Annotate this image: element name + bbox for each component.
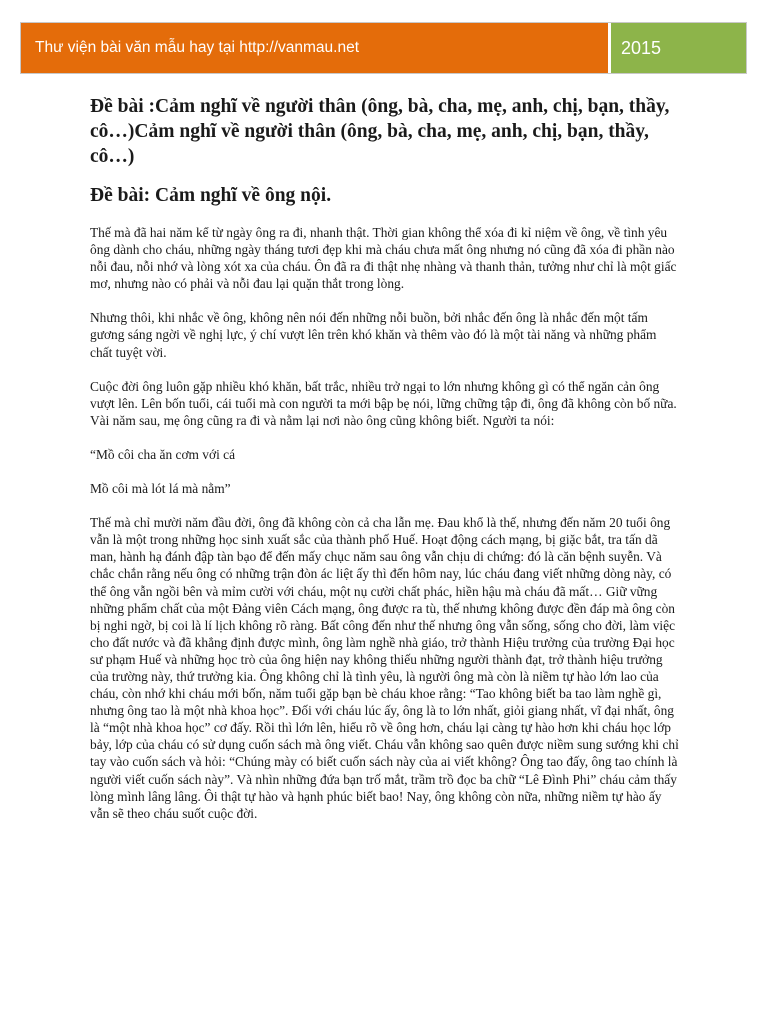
paragraph: Cuộc đời ông luôn gặp nhiều khó khăn, bất trắc, nhiều trở ngại to lớn nhưng không gì có thể ngăn cản ông vượt lên. Lên bốn tuổi, cái tuổi mà con người ta mới bập bẹ nói, lững chững tập đi, ông đã không còn bố nữa. Vài năm sau, mẹ ông cũng ra đi và nằm lại nơi nào ông cũng không biết. Người ta nói: [90, 378, 677, 428]
verse-line: “Mồ côi cha ăn cơm với cá [90, 446, 236, 462]
document-body [90, 94, 682, 839]
paragraph: Thế mà đã hai năm kể từ ngày ông ra đi, nhanh thật. Thời gian không thể xóa đi kỉ niệm về ông, về tình yêu ông dành cho cháu, những ngày tháng tươi đẹp khi mà cháu chưa mất ông nhưng nó cũng đã xóa đi phần nào nỗi đau, nỗi nhớ và lòng xót xa của cháu. Ôn đã ra đi thật nhẹ nhàng và thanh thản, tưởng như chỉ là một giấc mơ, nhưng nào có phải và nỗi đau lại quặn thắt trong lòng. [90, 225, 677, 292]
verse-line: Mồ côi mà lót lá mà nằm” [90, 481, 231, 497]
year-label: 2015 [611, 23, 746, 73]
site-link-text[interactable]: Thư viện bài văn mẫu hay tại http://vanmau.net [21, 23, 611, 73]
header-banner [20, 22, 747, 74]
paragraph: Thế mà chỉ mười năm đầu đời, ông đã không còn cả cha lẫn mẹ. Đau khổ là thế, nhưng đến năm 20 tuổi ông vẫn là một trong những học sinh xuất sắc của thành phố Huế. Hoạt động cách mạng, bị giặc bắt, tra tấn dã man, hành hạ đánh đập tàn bạo để đến mấy chục năm sau ông vẫn chịu di chứng: đó là căn bệnh suyễn. Và chắc chắn rằng nếu ông có những trận đòn ác liệt ấy thì đến hôm nay, lúc cháu đang viết những dòng này, có thể ông vẫn ngồi bên và mỉm cười với cháu, một nụ cười chất phác, hiền hậu mà cháu đã mất… Giữ vững những phẩm chất của một Đảng viên Cách mạng, ông được ra tù, thế nhưng không được đền đáp mà ông còn bị nghi ngờ, bị coi là lí lịch không rõ ràng. Bất công đến như thế nhưng ông vẫn sống, sống cho đời, làm việc cho đất nước và đã khẳng định được mình, ông làm nghề nhà giáo, trở thành Hiệu trưởng của trường Đại học sư phạm Huế và những học trò của ông hiện nay không thiếu những người thành đạt, trở thành hiệu trưởng của trường này, thứ trưởng kia. Ông không chỉ là tình yêu, là người ông mà còn là niềm tự hào lớn lao của cháu, còn nhớ khi cháu mới bốn, năm tuổi gặp bạn bè cháu khoe rằng: “Tao không biết ba tao làm nghề gì, nhưng ông tao là một nhà khoa học”. Đối với cháu lúc ấy, ông là to lớn nhất, giỏi giang nhất, vĩ đại nhất, ông là “một nhà khoa học” cơ đấy. Rồi thì lớn lên, hiểu rõ về ông hơn, cháu lại càng tự hào hơn khi cháu học lớp bảy, lớp của cháu có sử dụng cuốn sách mà ông viết. Cháu vẫn không sao quên được niềm sung sướng khi chỉ tay vào cuốn sách và hỏi: “Chúng mày có biết cuốn sách này của ai viết không? Ông tao đấy, ông tao chính là người viết cuốn sách này”. Và nhìn những đứa bạn trố mắt, trầm trồ đọc ba chữ “Lê Đình Phi” cháu cảm thấy lòng mình lâng lâng. Ôi thật tự hào và hạnh phúc biết bao! Nay, ông không còn nữa, những niềm tự hào ấy vẫn sẽ theo cháu suốt cuộc đời. [90, 515, 679, 821]
document-subtitle: Đề bài: Cảm nghĩ về ông nội. [90, 185, 332, 206]
paragraph: Nhưng thôi, khi nhắc về ông, không nên nói đến những nỗi buồn, bởi nhắc đến ông là nhắc đến một tấm gương sáng ngời về nghị lực, ý chí vượt lên trên khó khăn và thêm vào đó là một tài năng và những phẩm chất tuyệt vời. [90, 310, 657, 360]
document-title: Đề bài :Cảm nghĩ về người thân (ông, bà, cha, mẹ, anh, chị, bạn, thầy, cô…)Cảm nghĩ về người thân (ông, bà, cha, mẹ, anh, chị, bạn, thầy, cô…) [90, 96, 670, 167]
